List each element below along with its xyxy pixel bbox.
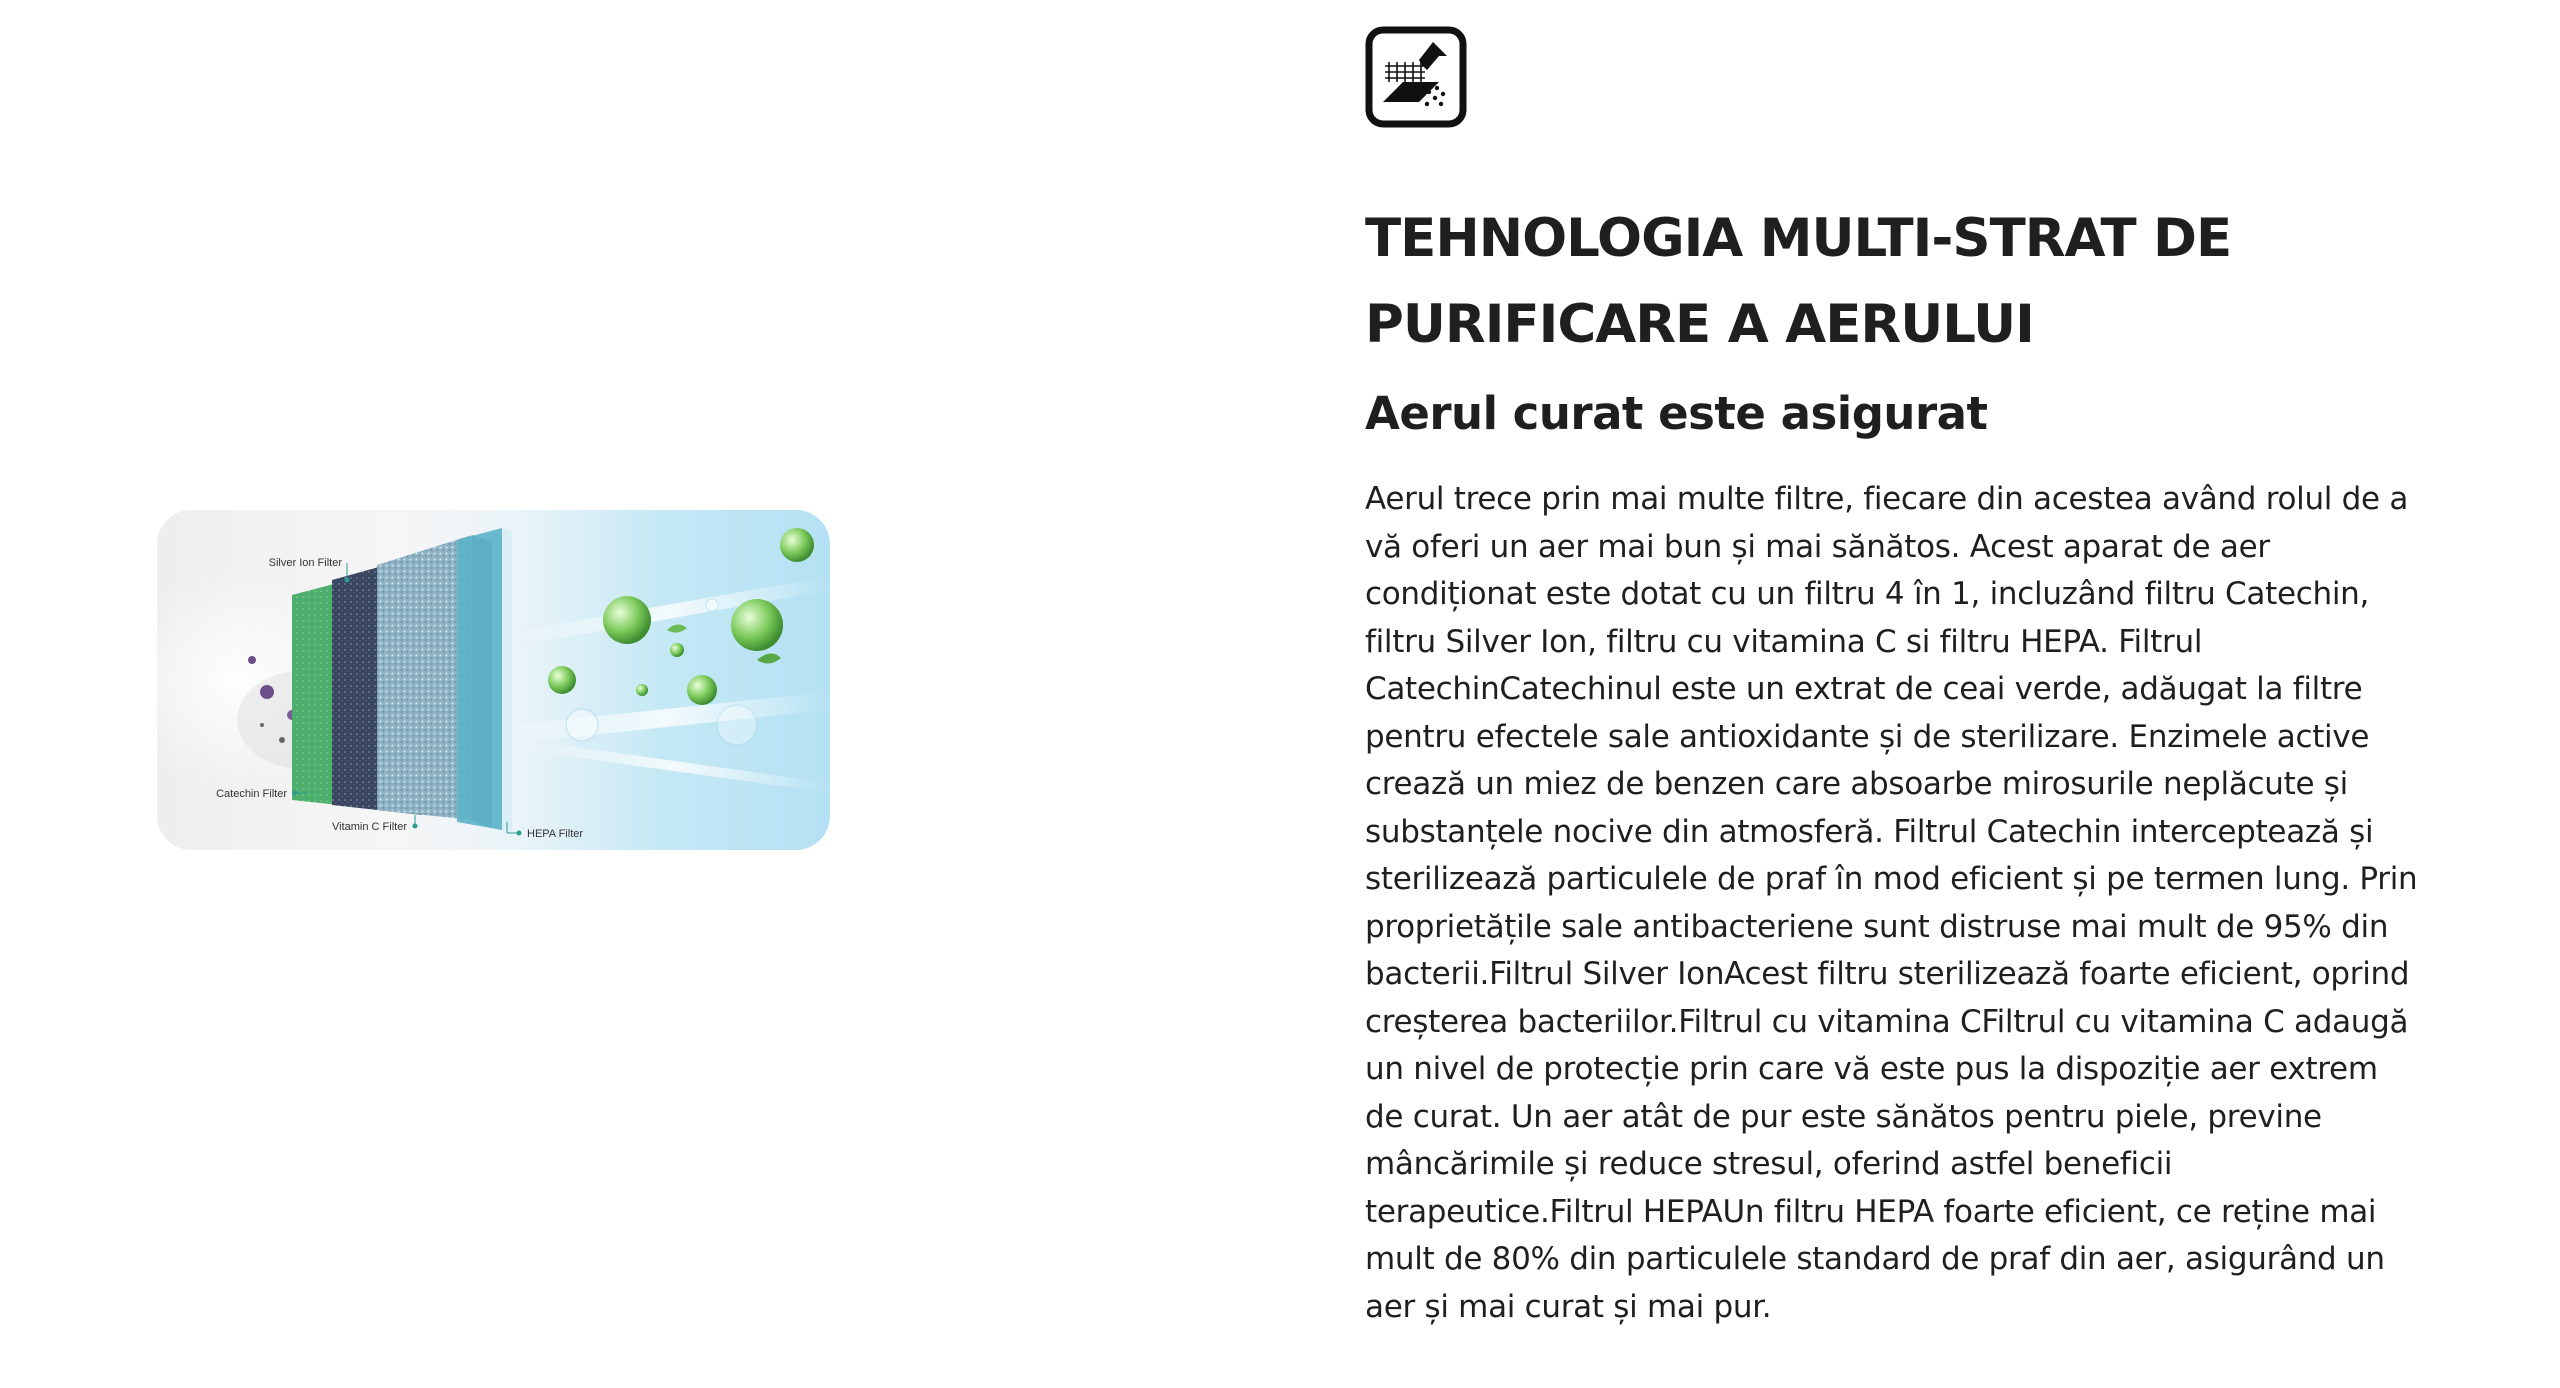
- air-streak: [497, 692, 830, 745]
- hepa-filter-edge: [502, 528, 512, 832]
- air-filter-icon: [1365, 26, 1467, 128]
- label-hepa: [507, 822, 583, 840]
- vitamin-c-label: Vitamin C Filter: [332, 821, 407, 833]
- hepa-filter-layer: [457, 528, 502, 830]
- silver-ion-label: Silver Ion Filter: [268, 557, 342, 569]
- feature-title: TEHNOLOGIA MULTI-STRAT DE PURIFICARE A AERULUI: [1365, 208, 2232, 355]
- label-vitamin-c: [332, 815, 417, 833]
- feature-description: Aerul trece prin mai multe filtre, fiecare din acestea având rolul de a vă oferi un aer mai bun și mai sănătos. Acest aparat de aer condiționat este dotat cu un filtru 4 în 1, incluzând filtru Catechin, filtru Silver Ion, filtru cu vitamina C si filtru HEPA. Filtrul CatechinCatechinul este un extrat de ceai verde, adăugat la filtre pentru efectele sale antioxidante și de sterilizare. Enzimele active crează un miez de benzen care absoarbe mirosurile neplăcute și substanțele nocive din atmosferă. Filtrul Catechin interceptează și sterilizează particulele de praf în mod eficient și pe termen lung. Prin proprietățile sale antibacteriene sunt distruse mai mult de 95% din bacterii.Filtrul Silver IonAcest filtru sterilizează foarte eficient, oprind creșterea bacteriilor.Filtrul cu vitamina CFiltrul cu vitamina C adaugă un nivel de protecție prin care vă este pus la dispoziție aer extrem de curat. Un aer atât de pur este sănătos pentru piele, previne mâncărimile și reduce stresul, oferind astfel beneficii terapeutice.Filtrul HEPAUn filtru HEPA foarte eficient, ce reține mai mult de 80% din particulele standard de praf din aer, asigurând un aer și mai curat și mai pur.: [1365, 481, 2418, 1325]
- air-streak: [509, 577, 830, 647]
- feature-subtitle: Aerul curat este asigurat: [1365, 387, 1988, 440]
- feature-content: [1365, 26, 2425, 1331]
- catechin-label: Catechin Filter: [216, 788, 287, 800]
- filter-diagram: [157, 510, 830, 850]
- hepa-label: HEPA Filter: [527, 828, 584, 840]
- filter-illustration: [157, 510, 830, 850]
- air-streak: [518, 739, 829, 792]
